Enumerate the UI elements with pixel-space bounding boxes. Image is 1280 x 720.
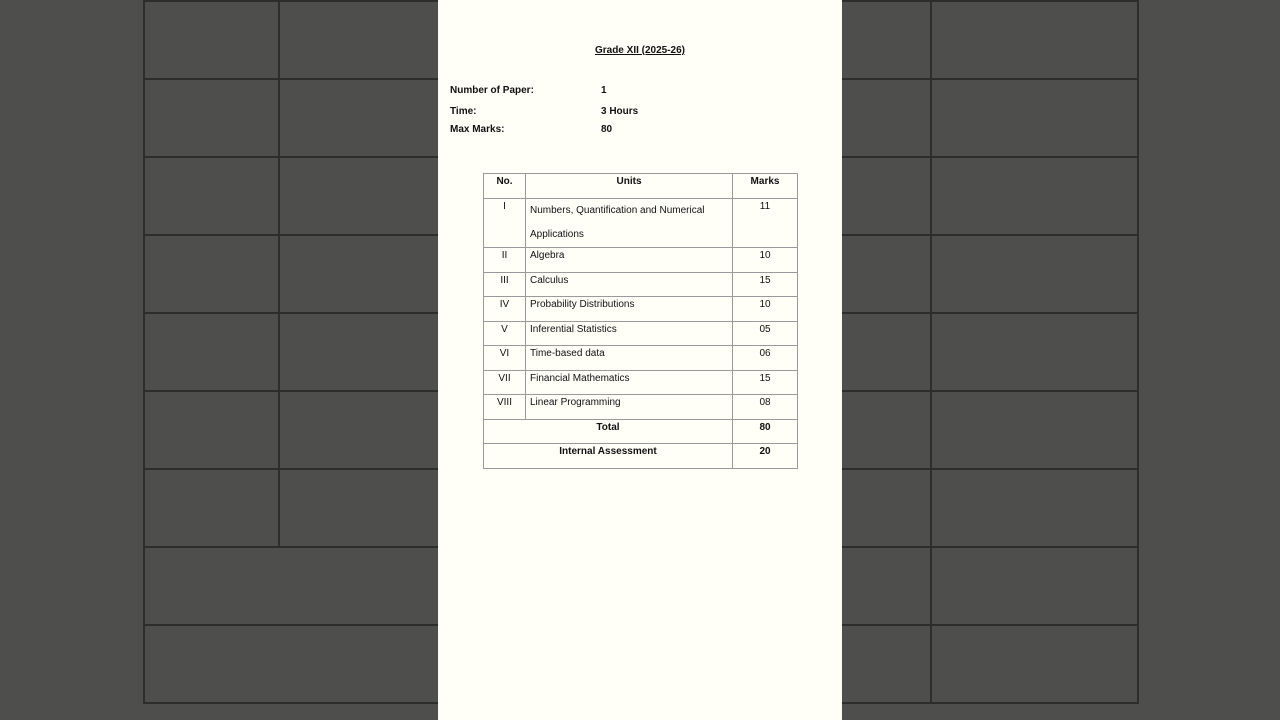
header-no: No. bbox=[484, 174, 526, 199]
unit-name: Probability Distributions bbox=[526, 297, 733, 322]
internal-assessment-label: Internal Assessment bbox=[484, 444, 733, 469]
table-row bbox=[484, 272, 798, 297]
unit-marks: 10 bbox=[733, 297, 798, 322]
unit-number: VII bbox=[484, 370, 526, 395]
unit-marks: 15 bbox=[733, 272, 798, 297]
table-row bbox=[484, 199, 798, 248]
unit-name: Algebra bbox=[526, 248, 733, 273]
unit-number: IV bbox=[484, 297, 526, 322]
meta-label: Number of Paper: bbox=[450, 85, 534, 96]
table-row bbox=[484, 370, 798, 395]
table-row bbox=[484, 297, 798, 322]
unit-marks: 10 bbox=[733, 248, 798, 273]
header-marks: Marks bbox=[733, 174, 798, 199]
unit-name: Time-based data bbox=[526, 346, 733, 371]
meta-number-of-paper bbox=[450, 85, 830, 99]
total-value: 80 bbox=[733, 419, 798, 444]
internal-assessment-value: 20 bbox=[733, 444, 798, 469]
document-page bbox=[438, 0, 842, 720]
unit-number: I bbox=[484, 199, 526, 248]
meta-label: Max Marks: bbox=[450, 124, 505, 135]
table-header-row bbox=[484, 174, 798, 199]
unit-name: Financial Mathematics bbox=[526, 370, 733, 395]
unit-marks: 06 bbox=[733, 346, 798, 371]
unit-number: V bbox=[484, 321, 526, 346]
unit-number: VI bbox=[484, 346, 526, 371]
table-row bbox=[484, 321, 798, 346]
unit-marks: 08 bbox=[733, 395, 798, 420]
unit-name: Linear Programming bbox=[526, 395, 733, 420]
header-units: Units bbox=[526, 174, 733, 199]
meta-label: Time: bbox=[450, 106, 477, 117]
total-row bbox=[484, 419, 798, 444]
meta-value: 3 Hours bbox=[601, 106, 639, 117]
meta-value: 80 bbox=[601, 124, 613, 135]
unit-name: Calculus bbox=[526, 272, 733, 297]
units-marks-table bbox=[483, 173, 798, 469]
unit-number: VIII bbox=[484, 395, 526, 420]
unit-name: Numbers, Quantification and Numerical Applications bbox=[526, 199, 733, 248]
meta-value: 1 bbox=[601, 85, 607, 96]
unit-marks: 11 bbox=[733, 199, 798, 248]
internal-assessment-row bbox=[484, 444, 798, 469]
unit-name: Inferential Statistics bbox=[526, 321, 733, 346]
table-row bbox=[484, 346, 798, 371]
table-row bbox=[484, 395, 798, 420]
document-title: Grade XII (2025-26) bbox=[594, 45, 686, 56]
unit-marks: 15 bbox=[733, 370, 798, 395]
unit-number: III bbox=[484, 272, 526, 297]
total-label: Total bbox=[484, 419, 733, 444]
meta-max-marks bbox=[450, 124, 830, 138]
table-row bbox=[484, 248, 798, 273]
meta-time bbox=[450, 106, 830, 120]
unit-marks: 05 bbox=[733, 321, 798, 346]
unit-number: II bbox=[484, 248, 526, 273]
